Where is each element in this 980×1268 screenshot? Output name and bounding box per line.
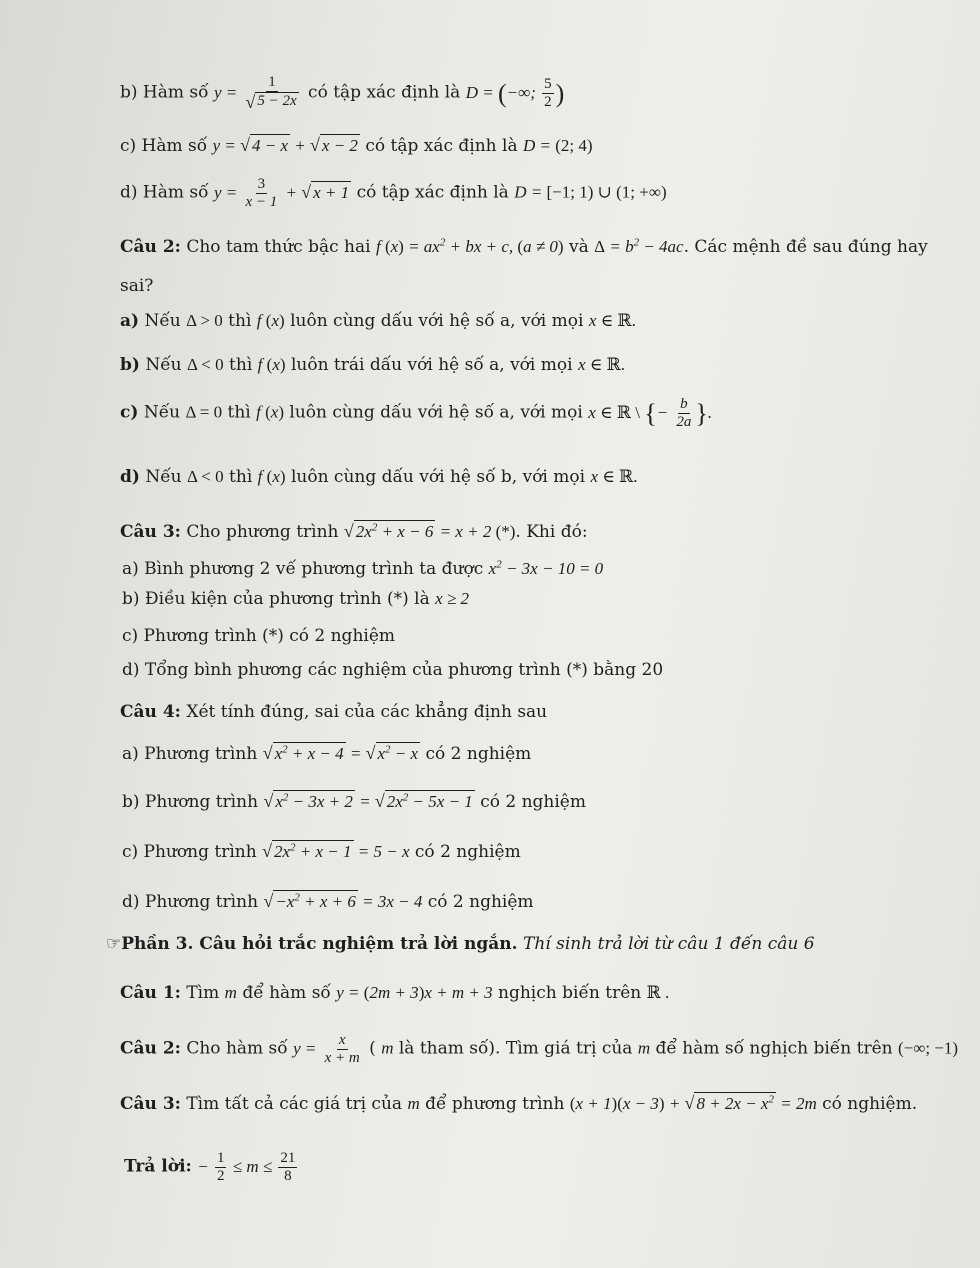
q3-header <box>120 520 588 543</box>
item-text: Nếu <box>144 311 181 331</box>
item-label: b) Hàm số <box>120 82 209 103</box>
section-title: Phần 3. Câu hỏi trắc nghiệm trả lời ngắn. <box>121 934 518 954</box>
q4-item-d <box>122 890 534 913</box>
formula: x ≥ 2 <box>435 589 470 608</box>
question-text: Cho phương trình <box>186 522 339 542</box>
formula: √ $-x^2 + x + 6$ = 3x − 4 <box>263 891 423 911</box>
question-text: để hàm số <box>242 983 331 1003</box>
question-text: để hàm số nghịch biến trên <box>655 1038 893 1059</box>
question-text: Cho tam thức bậc hai <box>186 237 371 257</box>
q1-item-b <box>120 74 564 114</box>
formula: Δ = 0 <box>185 402 223 422</box>
item-text: có 2 nghiệm <box>414 842 521 862</box>
item-text: có tập xác định là <box>356 182 509 203</box>
item-text: Nếu <box>145 355 182 375</box>
question-number: Câu 3: <box>120 522 181 542</box>
formula: (−∞; −1) <box>898 1038 959 1058</box>
question-number: Câu 2: <box>120 1038 181 1059</box>
p3-q3 <box>120 1092 917 1115</box>
item-text: có 2 nghiệm <box>427 892 534 912</box>
q2-header-cont <box>120 276 153 297</box>
question-text: có nghiệm. <box>822 1094 918 1114</box>
item-text: thì <box>229 355 253 375</box>
question-text: Tìm <box>186 983 220 1003</box>
q4-item-b <box>122 790 586 813</box>
formula: f (x) <box>257 467 286 486</box>
item-text: b) Điều kiện của phương trình (*) là <box>122 589 430 609</box>
q3-item-a <box>122 558 603 580</box>
formula: y = $\frac{3}{x - 1}$ + √ x + 1 <box>213 176 350 211</box>
formula: y = $\frac{x}{x + m}$ <box>293 1032 360 1067</box>
question-text: để phương trình <box>425 1094 565 1114</box>
item-text: c) Phương trình (*) có 2 nghiệm <box>122 626 396 646</box>
question-text: ( <box>369 1038 376 1059</box>
item-text: luôn cùng dấu với hệ số b, với mọi <box>290 467 586 487</box>
item-text: luôn cùng dấu với hệ số a, với mọi <box>289 402 583 423</box>
p3-q1 <box>120 982 669 1004</box>
formula: (x + 1)(x − 3) + √ $8 + 2x - x^2$ = 2m <box>569 1093 817 1113</box>
item-text: thì <box>228 311 252 331</box>
pointing-hand-icon: ☞ <box>106 934 122 954</box>
q2-item-c <box>120 396 712 432</box>
answer-line <box>124 1150 299 1186</box>
formula: x ∈ ℝ \ {− $\frac{b}{2a}$ }. <box>588 396 713 431</box>
answer-label: Trả lời: <box>124 1156 192 1177</box>
formula: x ∈ ℝ. <box>588 311 636 330</box>
item-text: a) Bình phương 2 vế phương trình ta được <box>122 559 484 579</box>
formula: f (x) <box>256 311 285 330</box>
formula: y = 1 √ 5 − 2x <box>213 74 297 113</box>
q1-item-c <box>120 134 593 157</box>
item-label: d) <box>120 467 140 487</box>
formula: m <box>637 1038 651 1058</box>
question-text: Xét tính đúng, sai của các khẳng định sau <box>186 702 548 722</box>
q1-item-d <box>120 176 667 212</box>
item-label: c) Phương trình <box>122 842 257 862</box>
formula: f (x) <box>257 355 286 374</box>
formula: √ $2x^2 + x - 1$ = 5 − x <box>262 841 410 861</box>
question-text: Tìm tất cả các giá trị của <box>186 1094 403 1114</box>
formula: x ∈ ℝ. <box>577 355 625 374</box>
q2-item-d <box>120 466 638 488</box>
q2-item-a <box>120 310 636 332</box>
question-text: Cho hàm số <box>186 1038 288 1059</box>
formula: ℝ . <box>646 983 670 1002</box>
section-subtitle: Thí sinh trả lời từ câu 1 đến câu 6 <box>523 934 815 954</box>
formula: Δ > 0 <box>186 311 223 330</box>
formula: Δ < 0 <box>187 467 224 486</box>
item-text: thì <box>227 402 251 423</box>
q3-item-b <box>122 588 469 610</box>
item-text: Nếu <box>143 402 181 423</box>
formula: √ $x^2 + x - 4$ = √ $x^2 - x$ <box>262 743 419 763</box>
item-text: có tập xác định là <box>365 136 518 156</box>
domain-formula: D = (−∞; $\frac{5}{2}$ ) <box>465 76 565 111</box>
question-text: và <box>569 237 589 257</box>
question-text: sai? <box>120 276 154 296</box>
item-label: a) <box>120 311 140 331</box>
item-text: luôn trái dấu với hệ số a, với mọi <box>290 355 573 375</box>
item-text: d) Tổng bình phương các nghiệm của phương trình (*) bằng 20 <box>122 660 664 680</box>
item-text: có tập xác định là <box>308 82 461 103</box>
formula: Δ < 0 <box>187 355 224 374</box>
q4-item-a <box>122 742 531 765</box>
question-text: là tham số). Tìm giá trị của <box>398 1038 633 1059</box>
formula: √ $x^2 - 3x + 2$ = √ $2x^2 - 5x - 1$ <box>263 791 473 811</box>
question-number: Câu 4: <box>120 702 181 722</box>
item-text: Nếu <box>145 467 182 487</box>
q4-item-c <box>122 840 521 863</box>
formula: m <box>224 983 237 1002</box>
item-label: a) Phương trình <box>122 744 258 764</box>
item-label: b) Phương trình <box>122 792 259 812</box>
question-number: Câu 1: <box>120 983 181 1003</box>
formula: m <box>407 1094 420 1113</box>
answer-formula: − $\frac{1}{2}$ ≤ m ≤ $\frac{21}{8}$ <box>197 1150 296 1185</box>
q2-header <box>120 236 928 258</box>
item-label: b) <box>120 355 140 375</box>
formula: f $(x) = ax^2$ + bx + c, (a ≠ 0) <box>375 236 564 256</box>
formula: $x^2 - 3x - 10 = 0$ <box>488 558 604 578</box>
formula: y = (2m + 3)x + m + 3 <box>336 983 493 1002</box>
question-number: Câu 3: <box>120 1094 181 1114</box>
formula: f (x) <box>256 402 285 422</box>
item-label: d) Phương trình <box>122 892 259 912</box>
p3-q2 <box>120 1032 958 1068</box>
item-text: luôn cùng dấu với hệ số a, với mọi <box>290 311 584 331</box>
item-label: c) <box>120 402 139 423</box>
q4-header <box>120 702 547 723</box>
item-text: có 2 nghiệm <box>480 792 586 812</box>
q3-item-c <box>122 626 395 647</box>
part3-header <box>106 934 815 955</box>
formula: $\Delta = b^2 - 4ac$ <box>594 236 684 256</box>
domain-formula: D = (2; 4) <box>523 136 593 155</box>
formula: m <box>381 1038 394 1058</box>
q2-item-b <box>120 354 625 376</box>
question-text: . Khi đó: <box>515 522 588 542</box>
item-label: d) Hàm số <box>120 182 209 203</box>
domain-formula: D = [−1; 1) ∪ (1; +∞) <box>514 182 667 202</box>
question-number: Câu 2: <box>120 237 181 257</box>
question-text: . Các mệnh đề sau đúng hay <box>683 237 928 257</box>
formula: x ∈ ℝ. <box>590 467 638 486</box>
item-text: có 2 nghiệm <box>425 744 532 764</box>
formula: y = √ 4 − x + √ x − 2 <box>212 135 358 155</box>
formula: √ $2x^2 + x - 6$ = x + 2 (*) <box>343 521 516 541</box>
q3-item-d <box>122 660 663 681</box>
item-text: thì <box>229 467 253 487</box>
question-text: nghịch biến trên <box>498 983 642 1003</box>
item-label: c) Hàm số <box>120 136 208 156</box>
